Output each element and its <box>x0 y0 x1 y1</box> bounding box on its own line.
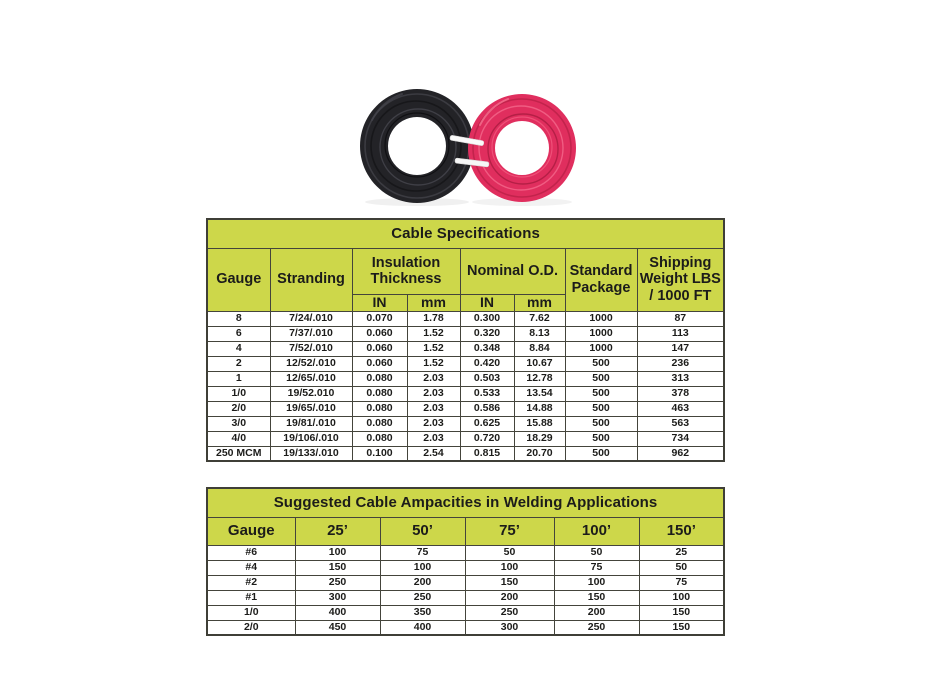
table-cell: 19/106/.010 <box>270 431 352 446</box>
table-cell: 19/133/.010 <box>270 446 352 461</box>
table-row <box>207 431 724 446</box>
black-cable-coil <box>360 89 474 203</box>
table-cell: 200 <box>554 605 639 620</box>
table-cell: 500 <box>565 401 637 416</box>
table-cell: 25 <box>639 545 724 560</box>
col-header-150ft: 150’ <box>639 517 724 545</box>
table-cell: 100 <box>554 575 639 590</box>
table-cell: 14.88 <box>514 401 565 416</box>
table-cell: 1000 <box>565 341 637 356</box>
table-cell: 0.625 <box>460 416 514 431</box>
table-cell: 2/0 <box>207 401 270 416</box>
table-cell: 19/65/.010 <box>270 401 352 416</box>
ampacity-table <box>206 487 725 636</box>
table-cell: 75 <box>554 560 639 575</box>
table-cell: 19/81/.010 <box>270 416 352 431</box>
table-cell: 8.84 <box>514 341 565 356</box>
table-cell: 20.70 <box>514 446 565 461</box>
table-cell: 250 <box>465 605 554 620</box>
table-cell: 4/0 <box>207 431 270 446</box>
table-row <box>207 545 724 560</box>
table-cell: 2.03 <box>407 416 460 431</box>
table-cell: 2/0 <box>207 620 295 635</box>
table-cell: 0.080 <box>352 401 407 416</box>
table-cell: #2 <box>207 575 295 590</box>
table-cell: 150 <box>465 575 554 590</box>
table-cell: 1.78 <box>407 311 460 326</box>
table-cell: 7.62 <box>514 311 565 326</box>
table-cell: 7/52/.010 <box>270 341 352 356</box>
cable-specifications-table <box>206 218 725 462</box>
ampacities-table <box>206 487 725 636</box>
subcol-header-insulation-in: IN <box>352 294 407 311</box>
table-cell: 200 <box>380 575 465 590</box>
table-cell: 50 <box>465 545 554 560</box>
table-cell: 1/0 <box>207 605 295 620</box>
table-cell: 0.586 <box>460 401 514 416</box>
table-cell: 500 <box>565 431 637 446</box>
col-header-stranding: Stranding <box>270 248 352 311</box>
table-cell: 18.29 <box>514 431 565 446</box>
table-cell: 0.100 <box>352 446 407 461</box>
table-cell: 400 <box>295 605 380 620</box>
col-header-amp-gauge: Gauge <box>207 517 295 545</box>
table-row <box>207 575 724 590</box>
table-cell: 2 <box>207 356 270 371</box>
table-cell: 0.503 <box>460 371 514 386</box>
table-cell: 300 <box>295 590 380 605</box>
table-cell: 8 <box>207 311 270 326</box>
table-cell: 250 <box>554 620 639 635</box>
col-header-gauge: Gauge <box>207 248 270 311</box>
table-cell: 734 <box>637 431 724 446</box>
table-row <box>207 371 724 386</box>
table-cell: 0.080 <box>352 431 407 446</box>
table-row <box>207 311 724 326</box>
table-cell: 0.080 <box>352 386 407 401</box>
col-header-25ft: 25’ <box>295 517 380 545</box>
spec-table <box>206 218 725 462</box>
subcol-header-od-mm: mm <box>514 294 565 311</box>
table-cell: 400 <box>380 620 465 635</box>
col-header-50ft: 50’ <box>380 517 465 545</box>
table-cell: 100 <box>639 590 724 605</box>
table-cell: 147 <box>637 341 724 356</box>
subcol-header-od-in: IN <box>460 294 514 311</box>
table-cell: 2.03 <box>407 401 460 416</box>
table-row <box>207 386 724 401</box>
table-cell: 12.78 <box>514 371 565 386</box>
table-row <box>207 326 724 341</box>
table-cell: 12/52/.010 <box>270 356 352 371</box>
table-cell: 0.320 <box>460 326 514 341</box>
table-cell: 962 <box>637 446 724 461</box>
table-cell: 10.67 <box>514 356 565 371</box>
table-cell: 50 <box>639 560 724 575</box>
table-cell: 250 MCM <box>207 446 270 461</box>
table-row <box>207 620 724 635</box>
red-cable-coil <box>468 94 576 202</box>
table-cell: 0.720 <box>460 431 514 446</box>
table-cell: 75 <box>639 575 724 590</box>
product-photo <box>352 80 592 208</box>
table-cell: 0.300 <box>460 311 514 326</box>
table-cell: 0.815 <box>460 446 514 461</box>
table-cell: 500 <box>565 416 637 431</box>
table-cell: 2.03 <box>407 371 460 386</box>
table-cell: 150 <box>639 620 724 635</box>
table-cell: 500 <box>565 386 637 401</box>
table-row <box>207 560 724 575</box>
table-cell: 4 <box>207 341 270 356</box>
table-cell: 75 <box>380 545 465 560</box>
table-cell: 0.080 <box>352 416 407 431</box>
table-cell: 0.060 <box>352 356 407 371</box>
table-cell: 500 <box>565 446 637 461</box>
table-cell: 0.533 <box>460 386 514 401</box>
table-cell: 12/65/.010 <box>270 371 352 386</box>
table-cell: 0.080 <box>352 371 407 386</box>
cable-coils-illustration <box>352 80 592 208</box>
table-cell: 150 <box>295 560 380 575</box>
table-cell: 15.88 <box>514 416 565 431</box>
col-header-shipping-weight: Shipping Weight LBS / 1000 FT <box>637 248 724 311</box>
table-cell: 200 <box>465 590 554 605</box>
table-row <box>207 341 724 356</box>
table-cell: 2.03 <box>407 431 460 446</box>
table-cell: 1/0 <box>207 386 270 401</box>
table-cell: 250 <box>295 575 380 590</box>
table-cell: 7/24/.010 <box>270 311 352 326</box>
table-cell: 150 <box>554 590 639 605</box>
table-cell: 8.13 <box>514 326 565 341</box>
table-cell: 2.03 <box>407 386 460 401</box>
table-cell: 300 <box>465 620 554 635</box>
table-cell: 7/37/.010 <box>270 326 352 341</box>
table-cell: 250 <box>380 590 465 605</box>
table-cell: 19/52.010 <box>270 386 352 401</box>
table-cell: 0.060 <box>352 341 407 356</box>
table-cell: 378 <box>637 386 724 401</box>
col-header-75ft: 75’ <box>465 517 554 545</box>
table-cell: 500 <box>565 371 637 386</box>
table-cell: 13.54 <box>514 386 565 401</box>
table-cell: 100 <box>465 560 554 575</box>
col-header-insulation-thickness: Insulation Thickness <box>352 248 460 294</box>
table-cell: 1.52 <box>407 356 460 371</box>
table-cell: 1000 <box>565 326 637 341</box>
table-row <box>207 446 724 461</box>
table-cell: #1 <box>207 590 295 605</box>
table-cell: 500 <box>565 356 637 371</box>
table-cell: 350 <box>380 605 465 620</box>
table-row <box>207 416 724 431</box>
table-cell: 87 <box>637 311 724 326</box>
spec-table-title: Cable Specifications <box>207 219 724 248</box>
table-cell: 100 <box>380 560 465 575</box>
table-row <box>207 356 724 371</box>
table-cell: 113 <box>637 326 724 341</box>
table-cell: 0.348 <box>460 341 514 356</box>
col-header-100ft: 100’ <box>554 517 639 545</box>
table-cell: 313 <box>637 371 724 386</box>
table-cell: 0.420 <box>460 356 514 371</box>
table-row <box>207 401 724 416</box>
table-cell: 1 <box>207 371 270 386</box>
table-cell: 2.54 <box>407 446 460 461</box>
table-row <box>207 605 724 620</box>
table-cell: 3/0 <box>207 416 270 431</box>
table-cell: #6 <box>207 545 295 560</box>
table-cell: 50 <box>554 545 639 560</box>
table-cell: 150 <box>639 605 724 620</box>
table-row <box>207 590 724 605</box>
table-cell: 563 <box>637 416 724 431</box>
table-cell: 0.060 <box>352 326 407 341</box>
table-cell: 450 <box>295 620 380 635</box>
col-header-standard-package: Standard Package <box>565 248 637 311</box>
table-cell: 1000 <box>565 311 637 326</box>
col-header-nominal-od: Nominal O.D. <box>460 248 565 294</box>
table-cell: 1.52 <box>407 326 460 341</box>
table-cell: 1.52 <box>407 341 460 356</box>
table-cell: 463 <box>637 401 724 416</box>
table-cell: 6 <box>207 326 270 341</box>
table-cell: 0.070 <box>352 311 407 326</box>
subcol-header-insulation-mm: mm <box>407 294 460 311</box>
table-cell: #4 <box>207 560 295 575</box>
ampacity-table-title: Suggested Cable Ampacities in Welding Applications <box>207 488 724 517</box>
table-cell: 236 <box>637 356 724 371</box>
table-cell: 100 <box>295 545 380 560</box>
